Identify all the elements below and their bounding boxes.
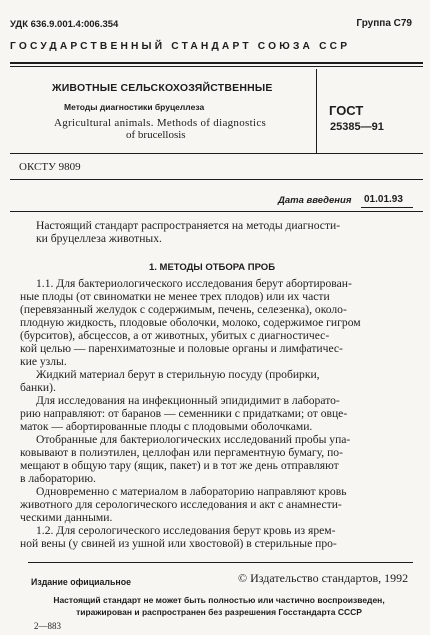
page-number: 2—883 — [34, 621, 61, 631]
text-line: банки). — [20, 381, 56, 394]
copyright-notice: © Издательство стандартов, 1992 — [238, 571, 409, 585]
text-line: плодную жидкость, плодовые оболочки, молоко, содержимое гигром — [20, 316, 361, 329]
text-line: ческими данными. — [20, 511, 113, 524]
text-line: ки бруцеллеза животных. — [36, 232, 162, 245]
text-line: Одновременно с материалом в лабораторию направляют кровь — [36, 485, 347, 498]
section-title: 1. МЕТОДЫ ОТБОРА ПРОБ — [149, 262, 276, 273]
header-rule-top — [10, 62, 423, 64]
text-line: Отобранные для бактериологических исследований пробы упа- — [36, 433, 351, 446]
gost-number: 25385—91 — [330, 121, 384, 133]
text-line: ной вены (у свиней из ушной или хвостовой) в стерильные про- — [20, 537, 337, 550]
intro-paragraph — [20, 219, 418, 245]
text-line: кой целью — паренхиматозные и половые органы и лимфатичес- — [20, 342, 343, 355]
text-line: ковывают в полиэтилен, целлофан или пергаментную бумагу, по- — [20, 446, 343, 459]
date-value: 01.01.93 — [364, 194, 403, 205]
title-divider — [316, 69, 317, 154]
text-line: (перевязанный желудок с содержимым, печень, селезенка), около- — [20, 303, 347, 316]
standard-title: ГОСУДАРСТВЕННЫЙ СТАНДАРТ СОЮЗА ССР — [10, 41, 351, 52]
text-line: кие узлы. — [20, 355, 67, 368]
group-code: Группа С79 — [356, 18, 412, 29]
footer-rule — [28, 562, 413, 563]
date-label: Дата введения — [278, 195, 352, 206]
text-line: в лабораторию. — [20, 472, 96, 485]
text-line: животного для серологического исследования и акт с анамнести- — [20, 498, 342, 511]
reproduction-notice — [20, 594, 418, 618]
document-title-en-line2: of brucellosis — [126, 129, 186, 141]
text-line: Для исследования на инфекционный эпидидимит в лаборато- — [36, 394, 340, 407]
okstu-rule — [10, 179, 423, 180]
text-line: 1.1. Для бактериологического исследования берут абортирован- — [36, 277, 352, 290]
document-subtitle-ru: Методы диагностики бруцеллеза — [64, 102, 205, 112]
header-rule-bottom — [10, 66, 423, 67]
text-line: 1.2. Для серологического исследования берут кровь из ярем- — [36, 524, 336, 537]
official-edition-label: Издание официальное — [31, 577, 131, 587]
okstu-code: ОКСТУ 9809 — [19, 161, 81, 173]
paragraph-packaging — [20, 433, 418, 485]
text-line: ные плоды (от свиноматки не менее трех плодов) или их части — [20, 290, 330, 303]
paragraph-liquid — [20, 368, 418, 394]
notice-line: тиражирован и распространен без разрешения Госстандарта СССР — [76, 607, 362, 617]
document-title-en-line1: Agricultural animals. Methods of diagnostics — [54, 117, 267, 129]
paragraph-1-1 — [20, 277, 418, 368]
text-line: Жидкий материал берут в стерильную посуду (пробирки, — [36, 368, 320, 381]
text-line: маток — абортированные плоды с плодовыми оболочками. — [20, 420, 313, 433]
text-line: (бурситов), абсцессов, а от животных, убитых с диагностичес- — [20, 329, 330, 342]
title-block-rule — [10, 153, 423, 154]
date-underline — [361, 207, 413, 208]
paragraph-blood — [20, 485, 418, 524]
text-line: рию направляют: от баранов — семенники с придатками; от овце- — [20, 407, 348, 420]
notice-line: Настоящий стандарт не может быть полностью или частично воспроизведен, — [53, 595, 385, 605]
document-title-ru: ЖИВОТНЫЕ СЕЛЬСКОХОЗЯЙСТВЕННЫЕ — [52, 82, 273, 94]
paragraph-1-2 — [20, 524, 418, 550]
udk-code: УДК 636.9.001.4:006.354 — [10, 19, 119, 30]
paragraph-epididymitis — [20, 394, 418, 433]
gost-label: ГОСТ — [329, 103, 364, 118]
text-line: Настоящий стандарт распространяется на методы диагности- — [36, 219, 341, 232]
text-line: мещают в общую тару (ящик, пакет) и в тот же день отправляют — [20, 459, 339, 472]
date-rule — [10, 211, 423, 212]
